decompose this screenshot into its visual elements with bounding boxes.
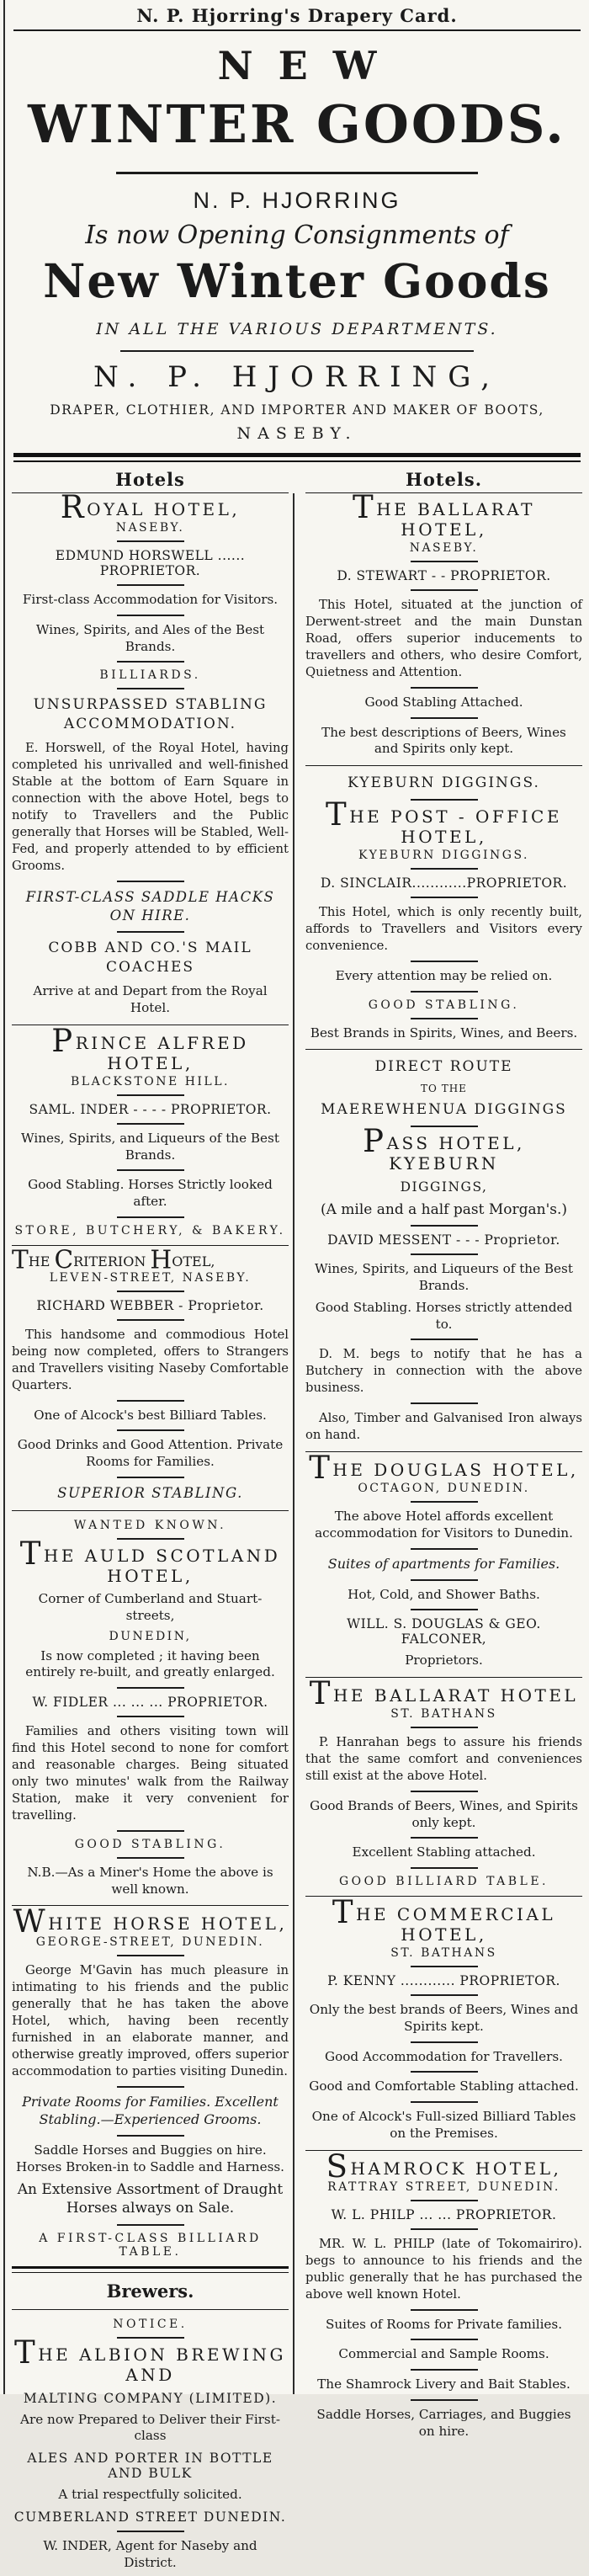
- ad-line-italic-caps: SUPERIOR STABLING.: [57, 1484, 243, 1501]
- ad-paragraph: P. Hanrahan begs to assure his friends that the same comfort and conveniences still exist at the above Hotel.: [305, 1735, 582, 1783]
- dropcap-initial: T: [309, 1450, 333, 1487]
- hotel-location: OCTAGON, DUNEDIN.: [358, 1482, 530, 1496]
- divider-rule-short: [411, 1837, 478, 1839]
- ad-paragraph: This Hotel, which is only recently built, affords to Travellers and Visitors every convenience.: [305, 905, 582, 953]
- ad-line-caps: GOOD STABLING.: [368, 998, 520, 1012]
- ad-line: N.B.—As a Miner's Home the above is well known.: [27, 1864, 273, 1897]
- ad-line: Good Stabling. Horses strictly attended to.: [315, 1299, 573, 1332]
- ad-line: Proprietors.: [405, 1653, 483, 1669]
- ad-line: Suites of Rooms for Private families.: [325, 2316, 563, 2332]
- ad-line: Excellent Stabling attached.: [352, 1844, 536, 1860]
- headline-winter-goods: WINTER GOODS.: [28, 93, 566, 155]
- ad-paragraph: Families and others visiting town will find this Hotel second to none for comfort and reasonable charges. Being situated only two minutes' walk from the Railway Station, make it very convenient for travelling.: [12, 1724, 289, 1823]
- divider-rule-short: [117, 2337, 184, 2339]
- dropcap-initial: T: [332, 1894, 357, 1931]
- ad-line-caps: NOTICE.: [113, 2317, 188, 2331]
- dropcap-initial: T: [12, 1245, 29, 1275]
- proprietor-line: WILL. S. DOUGLAS & GEO. FALCONER,: [347, 1616, 541, 1647]
- divider-rule-short: [117, 2135, 184, 2137]
- section-heading: KYEBURN DIGGINGS.: [348, 774, 540, 792]
- dropcap-initial: W: [13, 1903, 49, 1940]
- ad-line: Every attention may be relied on.: [335, 967, 553, 983]
- divider-rule-short: [411, 1791, 478, 1792]
- hotel-title: PASS HOTEL, KYEBURN: [363, 1123, 525, 1174]
- dropcap-initial: T: [19, 1535, 44, 1573]
- divider-rule-short: [117, 1169, 184, 1171]
- divider-rule-short: [411, 2101, 478, 2103]
- dropcap-initial: T: [14, 2334, 39, 2371]
- ad-line-italic: Suites of apartments for Families.: [327, 1555, 560, 1572]
- ad-line-caps: STORE, BUTCHERY, & BAKERY.: [14, 1223, 286, 1237]
- proprietor-line: RICHARD WEBBER - Proprietor.: [36, 1297, 264, 1313]
- ad-line: Saddle Horses and Buggies on hire. Horses Broken-in to Saddle and Harness.: [16, 2142, 284, 2174]
- divider-rule-short: [411, 897, 478, 898]
- divider-rule: [305, 1677, 582, 1678]
- divider-rule: [12, 2309, 289, 2310]
- divider-rule-short: [411, 561, 478, 562]
- ad-line: Good Accommodation for Travellers.: [325, 2048, 563, 2064]
- divider-rule-short: [117, 2531, 184, 2532]
- divider-rule-short: [411, 2339, 478, 2340]
- divider-rule-short: [117, 1400, 184, 1402]
- hotel-title: PRINCE ALFRED HOTEL,: [51, 1022, 249, 1073]
- ad-line-caps: GOOD BILLIARD TABLE.: [338, 1875, 549, 1889]
- divider-rule-short: [411, 2228, 478, 2230]
- ad-line: Commercial and Sample Rooms.: [338, 2346, 549, 2362]
- section-heading: UNSURPASSED STABLING ACCOMMODATION.: [33, 696, 268, 733]
- dropcap-initial: C: [54, 1245, 74, 1275]
- divider-rule-short: [411, 1018, 478, 1019]
- ad-line: Saddle Horses, Carriages, and Buggies on hire.: [316, 2406, 571, 2439]
- divider-rule-double: [12, 2266, 289, 2273]
- divider-rule-short: [411, 1579, 478, 1581]
- dropcap-initial: H: [150, 1245, 172, 1275]
- hotel-title: THE ALBION BREWING AND: [14, 2334, 286, 2385]
- masthead-rule-2: [120, 350, 474, 352]
- divider-rule-short: [117, 1687, 184, 1689]
- ad-line-caps: MALTING COMPANY (LIMITED).: [23, 2390, 278, 2406]
- divider-rule-short: [411, 2071, 478, 2073]
- column-left: [12, 466, 289, 2576]
- ad-line-caps: WANTED KNOWN.: [73, 1519, 227, 1533]
- column-right-header-rule: [305, 492, 582, 493]
- town-line: NASEBY.: [236, 424, 358, 443]
- hotel-title: THE COMMERCIAL HOTEL,: [332, 1894, 556, 1945]
- hotel-title: SHAMROCK HOTEL,: [326, 2148, 562, 2185]
- ad-paragraph: MR. W. L. PHILP (late of Tokomairiro). begs to announce to his friends and the public generally that he has purchased the above well known Hotel.: [305, 2236, 582, 2302]
- ad-line: Are now Prepared to Deliver their First-class: [20, 2411, 280, 2444]
- divider-rule-short: [117, 540, 184, 542]
- divider-rule-short: [117, 1123, 184, 1125]
- divider-rule-short: [411, 1994, 478, 1996]
- ad-line: Hot, Cold, and Shower Baths.: [348, 1586, 540, 1602]
- ad-paragraph: This Hotel, situated at the junction of Derwent-street and the main Dunstan Road, offers superior inducements to travellers and others, who desire Comfort, Quietness and Attention.: [305, 598, 582, 679]
- divider-rule-short: [411, 1339, 478, 1340]
- ad-line-caps: DIGGINGS,: [400, 1179, 488, 1195]
- hotel-title: THE BALLARAT HOTEL: [309, 1675, 579, 1711]
- column-left-header-rule: [12, 492, 289, 493]
- section-heading: DIRECT ROUTE: [374, 1058, 513, 1076]
- hotel-location: LEVEN-STREET, NASEBY.: [49, 1270, 252, 1285]
- proprietor-line: D. STEWART - - PROPRIETOR.: [337, 568, 551, 583]
- divider-rule-short: [117, 1955, 184, 1956]
- ad-line: Is now completed ; it having been entirely re-built, and greatly enlarged.: [25, 1647, 275, 1680]
- hotel-title: THE BALLARAT HOTEL,: [353, 488, 535, 540]
- divider-rule-short: [411, 2200, 478, 2201]
- ad-paragraph: D. M. begs to notify that he has a Butchery in connection with the above business.: [305, 1347, 582, 1396]
- hotel-location: RATTRAY STREET, DUNEDIN.: [327, 2179, 560, 2194]
- ad-line: Wines, Spirits, and Liqueurs of the Best Brands.: [21, 1130, 279, 1163]
- dropcap-initial: S: [326, 2148, 351, 2185]
- hotel-location: NASEBY.: [115, 521, 185, 535]
- ad-line: Best Brands in Spirits, Wines, and Beers.: [310, 1025, 578, 1041]
- page-left-border: [3, 0, 5, 2394]
- ad-line: W. INDER, Agent for Naseby and District.: [43, 2537, 257, 2570]
- hotel-title: THE AULD SCOTLAND HOTEL,: [19, 1535, 281, 1587]
- divider-rule-short: [411, 1867, 478, 1869]
- divider-rule-short: [117, 1857, 184, 1859]
- proprietor-line: D. SINCLAIR............PROPRIETOR.: [320, 876, 568, 891]
- divider-rule-short: [117, 1477, 184, 1478]
- ad-line-caps: A FIRST-CLASS BILLIARD TABLE.: [39, 2231, 262, 2259]
- divider-rule-short: [117, 1094, 184, 1096]
- proprietor-line: DAVID MESSENT - - - Proprietor.: [327, 1232, 560, 1248]
- ad-line: The above Hotel affords excellent accommodation for Visitors to Dunedin.: [315, 1509, 573, 1541]
- divider-rule-short: [411, 1225, 478, 1227]
- hotel-title: THE CRITERION HOTEL,: [12, 1245, 215, 1275]
- ad-paragraph: Also, Timber and Galvanised Iron always on hand.: [305, 1411, 582, 1443]
- divider-rule-short: [117, 688, 184, 689]
- section-header-blackletter: Brewers.: [106, 2280, 194, 2302]
- ad-line-large: An Extensive Assortment of Draught Horses always on Sale.: [17, 2181, 284, 2217]
- divider-rule-short: [411, 717, 478, 719]
- divider-rule-short: [411, 2369, 478, 2371]
- ad-line-italic: Private Rooms for Families. Excellent Stabling.—Experienced Grooms.: [22, 2094, 279, 2128]
- divider-rule-short: [117, 584, 184, 586]
- dropcap-initial: P: [363, 1123, 387, 1160]
- divider-rule: [305, 765, 582, 766]
- ad-line-caps: CUMBERLAND STREET DUNEDIN.: [13, 2509, 287, 2525]
- ad-line: Good Drinks and Good Attention. Private Rooms for Families.: [17, 1437, 284, 1470]
- divider-rule-short: [117, 1716, 184, 1717]
- hotel-location: ST. BATHANS: [390, 1946, 497, 1961]
- divider-rule-short: [117, 615, 184, 616]
- ad-line-small: TO THE: [421, 1083, 467, 1095]
- section-heading: COBB AND CO.'S MAIL COACHES: [48, 939, 252, 977]
- divider-rule-short: [411, 1548, 478, 1550]
- ad-line: Arrive at and Depart from the Royal Hotel.: [33, 983, 268, 1016]
- section-heading: MAEREWHENUA DIGGINGS: [321, 1101, 567, 1119]
- divider-rule-short: [411, 1126, 478, 1127]
- divider-rule: [305, 1049, 582, 1050]
- masthead: [0, 0, 589, 462]
- trade-line: DRAPER, CLOTHIER, AND IMPORTER AND MAKER OF BOOTS,: [50, 402, 544, 418]
- ad-line: Good and Comfortable Stabling attached.: [309, 2078, 579, 2094]
- proprietor-line: SAML. INDER - - - - PROPRIETOR.: [29, 1101, 272, 1117]
- hotel-location: NASEBY.: [409, 541, 479, 555]
- divider-rule-short: [411, 2399, 478, 2401]
- dropcap-initial: R: [60, 488, 88, 525]
- ad-line: First-class Accommodation for Visitors.: [22, 592, 279, 607]
- column-left-blocks: [12, 488, 289, 2571]
- ad-line: Corner of Cumberland and Stuart-streets,: [38, 1591, 263, 1623]
- proprietor-line: P. KENNY ............ PROPRIETOR.: [327, 1973, 560, 1989]
- divider-rule-short: [411, 991, 478, 993]
- divider-rule-short: [117, 1429, 184, 1431]
- proprietor-line: EDMUND HORSWELL ...... PROPRIETOR.: [55, 548, 246, 578]
- ad-line: Only the best brands of Beers, Wines and Spirits kept.: [309, 2002, 579, 2034]
- ad-line-caps: BILLIARDS.: [99, 668, 201, 683]
- ad-line: Good Stabling Attached.: [364, 694, 523, 710]
- divider-rule: [305, 1451, 582, 1452]
- divider-rule-short: [411, 961, 478, 962]
- ad-line: A trial respectfully solicited.: [58, 2487, 242, 2503]
- ad-line: Good Brands of Beers, Wines, and Spirits only kept.: [310, 1797, 578, 1830]
- page-caption: N. P. Hjorring's Drapery Card.: [136, 5, 458, 26]
- hotel-location: BLACKSTONE HILL.: [71, 1074, 230, 1088]
- divider-rule-short: [411, 1609, 478, 1610]
- divider-rule-short: [117, 661, 184, 663]
- hotel-title: WHITE HORSE HOTEL,: [13, 1903, 288, 1940]
- ad-line: The Shamrock Livery and Bait Stables.: [317, 2376, 570, 2392]
- column-right: [305, 466, 582, 2576]
- divider-rule-short: [411, 2041, 478, 2043]
- ad-line-italic-caps: FIRST-CLASS SADDLE HACKS ON HIRE.: [25, 888, 275, 924]
- divider-rule-short: [117, 1216, 184, 1218]
- ad-line: Good Stabling. Horses Strictly looked after.: [28, 1177, 273, 1210]
- opening-line: Is now Opening Consignments of: [85, 221, 509, 250]
- divider-rule-short: [411, 589, 478, 591]
- headline-new: NEW: [217, 43, 402, 88]
- ad-paragraph: This handsome and commodious Hotel being now completed, offers to Strangers and Travellers visiting Naseby Comfortable Quarters.: [12, 1327, 289, 1392]
- ad-line: One of Alcock's best Billiard Tables.: [34, 1407, 267, 1423]
- departments-line: IN ALL THE VARIOUS DEPARTMENTS.: [96, 320, 498, 338]
- column-left-header: Hotels: [115, 469, 185, 490]
- divider-rule-short: [117, 2086, 184, 2088]
- divider-rule-short: [411, 1727, 478, 1728]
- ad-line-caps: ALES AND PORTER IN BOTTLE AND BULK: [27, 2451, 273, 2482]
- masthead-bottom-rule: [13, 453, 581, 462]
- columns: [0, 462, 589, 2576]
- dropcap-initial: T: [309, 1675, 333, 1711]
- divider-rule-short: [411, 799, 478, 801]
- dropcap-initial: P: [51, 1022, 76, 1059]
- column-divider-rule: [293, 493, 294, 2394]
- ad-line: Wines, Spirits, and Ales of the Best Brands.: [35, 621, 265, 654]
- divider-rule: [12, 1510, 289, 1511]
- hotel-title: THE DOUGLAS HOTEL,: [309, 1450, 579, 1487]
- ad-line-caps: GOOD STABLING.: [74, 1837, 226, 1851]
- ad-line-large: (A mile and a half past Morgan's.): [320, 1201, 568, 1219]
- hotel-location: GEORGE-STREET, DUNEDIN.: [35, 1935, 265, 1950]
- ad-line: Wines, Spirits, and Liqueurs of the Best Brands.: [315, 1261, 573, 1294]
- merchant-name: N. P. HJORRING: [193, 188, 401, 213]
- hotel-title: ROYAL HOTEL,: [60, 488, 241, 525]
- divider-rule-short: [411, 687, 478, 689]
- proprietor-line: W. FIDLER ... ... ... PROPRIETOR.: [32, 1695, 268, 1711]
- divider-rule-short: [117, 931, 184, 933]
- top-rule: [13, 29, 581, 31]
- ad-line: One of Alcock's Full-sized Billiard Tables on the Premises.: [311, 2109, 576, 2141]
- hotel-location: DUNEDIN,: [109, 1629, 192, 1643]
- divider-rule-short: [411, 1253, 478, 1255]
- merchant-name-full: N. P. HJORRING,: [93, 360, 501, 394]
- divider-rule-short: [117, 1319, 184, 1321]
- divider-rule-short: [411, 868, 478, 870]
- divider-rule-short: [117, 1538, 184, 1540]
- proprietor-line: W. L. PHILP ... ... PROPRIETOR.: [331, 2206, 557, 2222]
- headline-new-winter-goods: New Winter Goods: [43, 253, 551, 308]
- divider-rule-short: [117, 881, 184, 882]
- hotel-location: ST. BATHANS: [390, 1707, 497, 1722]
- hotel-location: KYEBURN DIGGINGS.: [358, 849, 529, 863]
- column-right-blocks: [305, 488, 582, 2440]
- masthead-rule: [116, 172, 478, 174]
- divider-rule-short: [117, 2224, 184, 2226]
- ad-paragraph: E. Horswell, of the Royal Hotel, having completed his unrivalled and well-finished Stable at the bottom of Earn Square in connection with the above Hotel, begs to notify to Travellers and the Public generally that Horses will be Stabled, Well-Fed, and properly attended to by efficient Grooms.: [12, 741, 289, 873]
- hotel-title: THE POST - OFFICE HOTEL,: [326, 796, 562, 848]
- divider-rule-short: [411, 2309, 478, 2311]
- column-right-header: Hotels.: [405, 469, 483, 490]
- ad-line: The best descriptions of Beers, Wines and Spirits only kept.: [321, 724, 566, 757]
- dropcap-initial: T: [326, 796, 350, 833]
- divider-rule-short: [117, 1830, 184, 1832]
- ad-paragraph: George M'Gavin has much pleasure in intimating to his friends and the public generally that he has taken the above Hotel, which, having been recently furnished in an elaborate manner, and otherwise greatly improved, offers superior accommodation to parties visiting Dunedin.: [12, 1963, 289, 2079]
- divider-rule-short: [411, 1501, 478, 1503]
- divider-rule-short: [411, 1966, 478, 1967]
- dropcap-initial: T: [353, 488, 377, 525]
- divider-rule-short: [411, 1402, 478, 1404]
- divider-rule: [12, 1905, 289, 1906]
- divider-rule-short: [117, 1291, 184, 1292]
